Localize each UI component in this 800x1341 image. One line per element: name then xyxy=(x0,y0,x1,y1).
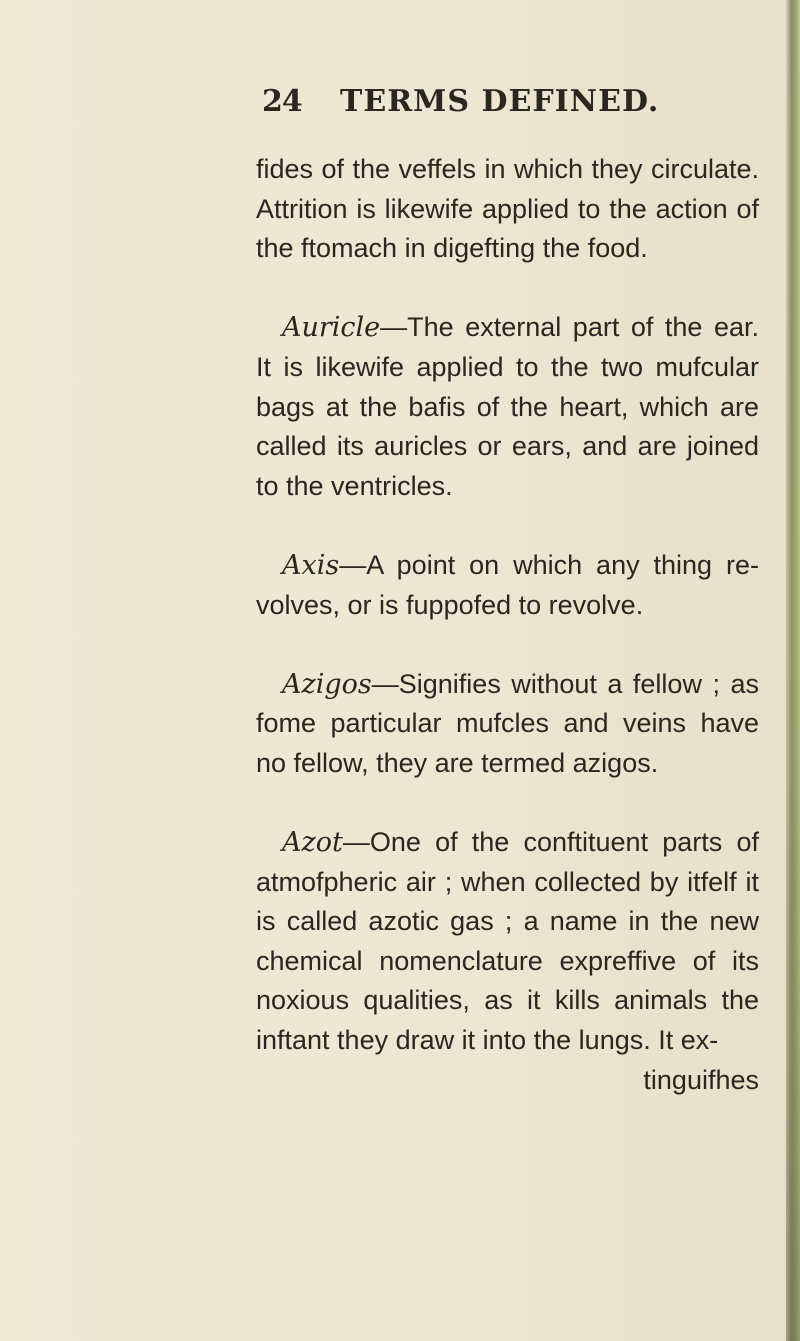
entry-definition: —One of the conftituent parts of atmofpheric air ; when collected by itfelf it is called azotic gas ; a name in the new chemical nomenclature expreffive of its noxious qualities, as it kills animals the inftant they draw it into the lungs. It ex- xyxy=(256,827,759,1056)
page-header xyxy=(262,84,682,132)
entry-term: Azigos xyxy=(282,668,372,700)
paragraph-text: fides of the veffels in which they circulate. Attrition is likewife applied to the action of the ftomach in digefting the food. xyxy=(256,154,759,264)
entry-term: Auricle xyxy=(282,312,381,344)
entry-axis xyxy=(256,546,759,625)
entry-auricle xyxy=(256,308,759,506)
page-edge-shade xyxy=(786,0,800,1341)
catchword: tinguifhes xyxy=(643,1064,759,1095)
entry-azot xyxy=(256,823,759,1061)
paragraph-continuation xyxy=(256,150,759,269)
page-number: 24 xyxy=(262,84,302,119)
entry-azigos xyxy=(256,665,759,784)
entry-term: Axis xyxy=(282,549,340,581)
entry-definition: —The external part of the ear. It is likewife applied to the two mufcular bags at the bafis of the heart, which are called its auricles or ears, and are joined to the ventricles. xyxy=(256,312,759,501)
running-head: TERMS DEFINED. xyxy=(340,84,660,119)
entry-definition: —Signifies without a fellow ; as fome particular mufcles and veins have no fellow, they are termed azigos. xyxy=(256,668,759,778)
body-text xyxy=(256,150,759,1100)
entry-term: Azot xyxy=(282,827,343,859)
entry-definition: —A point on which any thing re-volves, or is fuppofed to revolve. xyxy=(256,549,759,620)
